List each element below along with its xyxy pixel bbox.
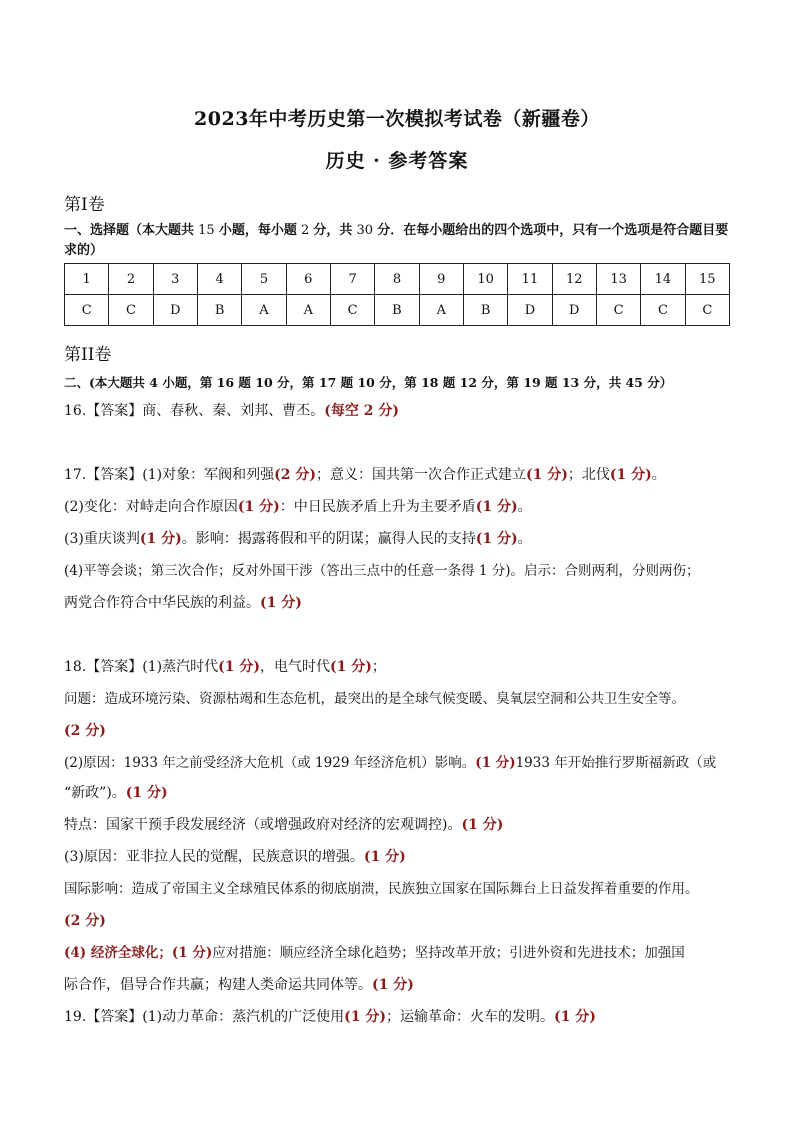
score-note: (1 分)	[553, 1009, 596, 1025]
q18-line-6	[64, 814, 734, 836]
instr-text: 一、选择题（本大题共	[64, 223, 195, 238]
answer-text: (3)重庆谈判	[64, 531, 140, 547]
answer-text: 国际影响：造成了帝国主义全球殖民体系的彻底崩溃，民族独立国家在国际舞台上日益发挥着重要的作用。	[64, 881, 699, 897]
answer-cell: A	[286, 295, 330, 326]
score-note: (1 分)	[344, 1009, 386, 1025]
answer-text: 17.【答案】(1)对象：军阀和列强	[64, 467, 275, 483]
question-number-cell: 8	[375, 264, 419, 295]
answer-cell: A	[242, 295, 286, 326]
question-number-row	[65, 264, 730, 295]
score-note: (1 分)	[475, 499, 518, 515]
question-number-cell: 15	[685, 264, 729, 295]
answer-text: 特点：国家干预手段发展经济（或增强政府对经济的宏观调控)。	[64, 817, 462, 833]
answer-text: 应对措施：顺应经济全球化趋势；坚持改革开放；引进外资和先进技术；加强国	[212, 945, 685, 961]
q18-line-4	[64, 752, 734, 774]
q18-line-7	[64, 846, 734, 868]
q18-line-3	[64, 720, 734, 742]
answer-text: 。	[651, 467, 666, 483]
part1-heading: 第Ⅰ卷	[64, 195, 105, 215]
score-note: (1 分)	[329, 659, 372, 675]
instr-text: 分．在每小题给出的四个选项中，只有一个选项是符合题目要求的）	[64, 223, 729, 258]
answer-text: (3)原因：亚非拉人民的觉醒，民族意识的增强。	[64, 849, 364, 865]
answer-row	[65, 295, 730, 326]
answer-text: ，电气时代	[259, 659, 330, 675]
answer-text: ；意义：国共第一次合作正式建立	[315, 467, 526, 483]
q17-line-2	[64, 496, 734, 518]
question-number-cell: 11	[508, 264, 552, 295]
question-number-cell: 6	[286, 264, 330, 295]
part1-instructions	[64, 221, 732, 261]
score-note: (1 分)	[139, 531, 182, 547]
answer-text: 两党合作符合中华民族的利益。	[64, 595, 260, 611]
q17-line-3	[64, 528, 734, 550]
instr-num: 15	[194, 223, 219, 238]
answer-text: ：中日民族矛盾上升为主要矛盾	[279, 499, 476, 515]
score-note: (1 分)	[475, 531, 518, 547]
answer-cell: C	[641, 295, 685, 326]
score-note: (1 分)	[609, 467, 652, 483]
q17-line-5	[64, 592, 734, 614]
score-note: (2 分)	[64, 723, 106, 739]
instr-num: 30	[352, 223, 378, 238]
score-note: (2 分)	[274, 467, 316, 483]
score-note: (每空 2 分)	[324, 403, 400, 419]
question-number-cell: 10	[463, 264, 507, 295]
score-note: (4) 经济全球化；	[64, 945, 172, 961]
question-number-cell: 5	[242, 264, 286, 295]
question-number-cell: 14	[641, 264, 685, 295]
q17-line-4	[64, 560, 734, 582]
q18-line-2	[64, 688, 734, 710]
answer-table	[64, 263, 730, 326]
part2-heading: 第II卷	[64, 345, 112, 365]
score-note: (2 分)	[64, 913, 106, 929]
instr-text: 小题，每小题	[218, 223, 297, 238]
q18-line-5	[64, 782, 734, 804]
question-number-cell: 2	[109, 264, 153, 295]
answer-cell: C	[65, 295, 109, 326]
question-number-cell: 1	[65, 264, 109, 295]
question-number-cell: 3	[153, 264, 197, 295]
answer-text: 16.【答案】商、春秋、秦、刘邦、曹丕。	[64, 403, 325, 419]
score-note: (1 分)	[475, 755, 516, 771]
answer-cell: D	[508, 295, 552, 326]
answer-text: 1933 年开始推行罗斯福新政（或	[515, 755, 717, 771]
question-number-cell: 7	[330, 264, 374, 295]
answer-cell: B	[375, 295, 419, 326]
part2-instructions: 二、(本大题共 4 小题，第 16 题 10 分，第 17 题 10 分，第 18 题 12 分，第 19 题 13 分，共 45 分）	[64, 375, 673, 390]
score-note: (1 分)	[372, 977, 414, 993]
answer-cell: C	[330, 295, 374, 326]
answer-text: ；运输革命：火车的发明。	[385, 1009, 554, 1025]
q18-line-8	[64, 878, 734, 900]
score-note: (1 分)	[237, 499, 280, 515]
answer-text: 际合作，倡导合作共赢；构建人类命运共同体等。	[64, 977, 372, 993]
score-note: (1 分)	[525, 467, 568, 483]
answer-cell: C	[596, 295, 640, 326]
score-note: (1 分)	[171, 945, 213, 961]
answer-cell: D	[153, 295, 197, 326]
answer-cell: B	[197, 295, 241, 326]
answer-text: (2)变化：对峙走向合作原因	[64, 499, 238, 515]
score-note: (1 分)	[218, 659, 260, 675]
answer-text: 。	[517, 531, 532, 547]
answer-cell: B	[463, 295, 507, 326]
answer-text: (4)平等会谈；第三次合作；反对外国干涉（答出三点中的任意一条得 1 分)。启示：合则两利，分则两伤；	[64, 563, 700, 579]
page-subtitle: 历史 · 参考答案	[325, 150, 469, 172]
answer-text: 。	[517, 499, 532, 515]
answer-text: 问题：造成环境污染、资源枯竭和生态危机，最突出的是全球气候变暖、臭氧层空洞和公共卫生安全等。	[64, 691, 685, 707]
q18-line-10	[64, 942, 734, 964]
answer-text: 18.【答案】(1)蒸汽时代	[64, 659, 219, 675]
answer-text: 19.【答案】(1)动力革命：蒸汽机的广泛使用	[64, 1009, 345, 1025]
answer-cell: C	[685, 295, 729, 326]
score-note: (1 分)	[125, 785, 168, 801]
q17-line-1	[64, 464, 734, 486]
answer-cell: A	[419, 295, 463, 326]
score-note: (1 分)	[363, 849, 406, 865]
q16-answer	[64, 400, 734, 422]
answer-text: ；北伐	[567, 467, 610, 483]
question-number-cell: 4	[197, 264, 241, 295]
answer-text: “新政”)。	[64, 785, 126, 801]
answer-cell: D	[552, 295, 596, 326]
question-number-cell: 13	[596, 264, 640, 295]
q19-line-1	[64, 1006, 734, 1028]
q18-line-9	[64, 910, 734, 932]
answer-text: (2)原因：1933 年之前受经济大危机（或 1929 年经济危机）影响。	[64, 755, 476, 771]
question-number-cell: 12	[552, 264, 596, 295]
answer-text: 。影响：揭露蒋假和平的阴谋；赢得人民的支持	[181, 531, 476, 547]
score-note: (1 分)	[260, 595, 302, 611]
answer-cell: C	[109, 295, 153, 326]
score-note: (1 分)	[461, 817, 504, 833]
q18-line-11	[64, 974, 734, 996]
instr-text: 分，共	[313, 223, 353, 238]
question-number-cell: 9	[419, 264, 463, 295]
instr-num: 2	[296, 223, 314, 238]
answer-text: ；	[371, 659, 386, 675]
q18-line-1	[64, 656, 734, 678]
page-title: 2023年中考历史第一次模拟考试卷（新疆卷）	[194, 108, 600, 130]
